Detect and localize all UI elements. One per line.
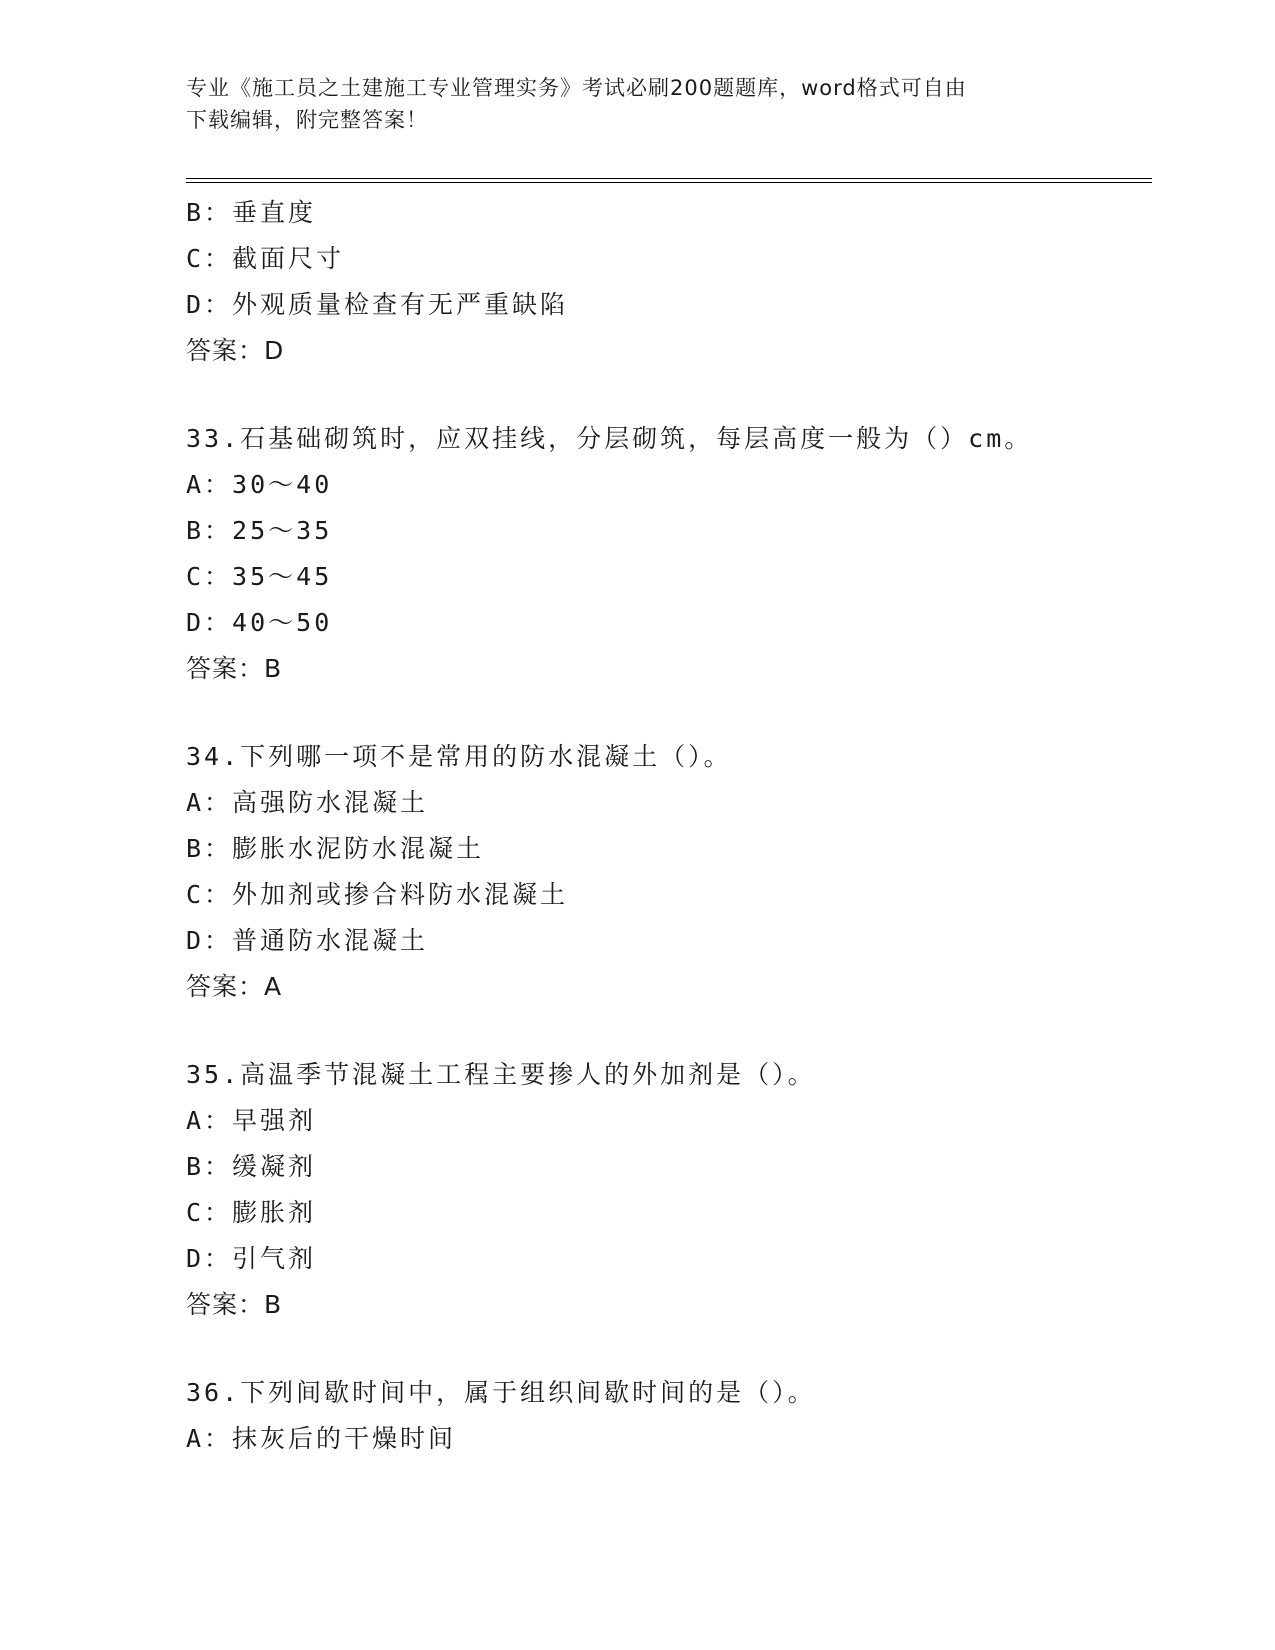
question-list [186,190,1152,1462]
answer-line: 答案：B [186,1290,283,1319]
option-line: D：普通防水混凝土 [186,926,429,955]
option-line: C：外加剂或掺合料防水混凝土 [186,880,569,909]
continued-question [186,190,1152,374]
option-line: C：35～45 [186,562,333,591]
question-gap [186,1328,1152,1370]
header-divider-top [186,178,1152,179]
header-divider-bottom [186,182,1152,183]
question-stem: 33.石基础砌筑时，应双挂线，分层砌筑，每层高度一般为（）cm。 [186,424,1033,453]
answer-line: 答案：B [186,654,283,683]
header-line-1: 专业《施工员之土建施工专业管理实务》考试必刷200题题库，word格式可自由 [186,76,967,100]
option-line: B：25～35 [186,516,333,545]
question-35 [186,1052,1152,1328]
question-gap [186,1010,1152,1052]
option-line: B：膨胀水泥防水混凝土 [186,834,485,863]
answer-line: 答案：D [186,336,285,365]
option-line: A：抹灰后的干燥时间 [186,1424,457,1453]
question-34 [186,734,1152,1010]
question-stem: 36.下列间歇时间中，属于组织间歇时间的是（）。 [186,1378,816,1407]
option-line: A：30～40 [186,470,333,499]
option-line: B：垂直度 [186,198,317,227]
option-line: C：膨胀剂 [186,1198,317,1227]
option-line: B：缓凝剂 [186,1152,317,1181]
header-line-2: 下载编辑，附完整答案！ [186,108,428,132]
question-stem: 35.高温季节混凝土工程主要掺人的外加剂是（）。 [186,1060,816,1089]
option-line: C：截面尺寸 [186,244,345,273]
question-33 [186,416,1152,692]
option-line: A：早强剂 [186,1106,317,1135]
question-stem: 34.下列哪一项不是常用的防水混凝土（）。 [186,742,732,771]
option-line: D：引气剂 [186,1244,317,1273]
option-line: D：40～50 [186,608,333,637]
question-gap [186,374,1152,416]
option-line: A：高强防水混凝土 [186,788,429,817]
question-gap [186,692,1152,734]
document-header [186,72,1086,136]
answer-line: 答案：A [186,972,283,1001]
option-line: D：外观质量检查有无严重缺陷 [186,290,569,319]
question-36 [186,1370,1152,1462]
